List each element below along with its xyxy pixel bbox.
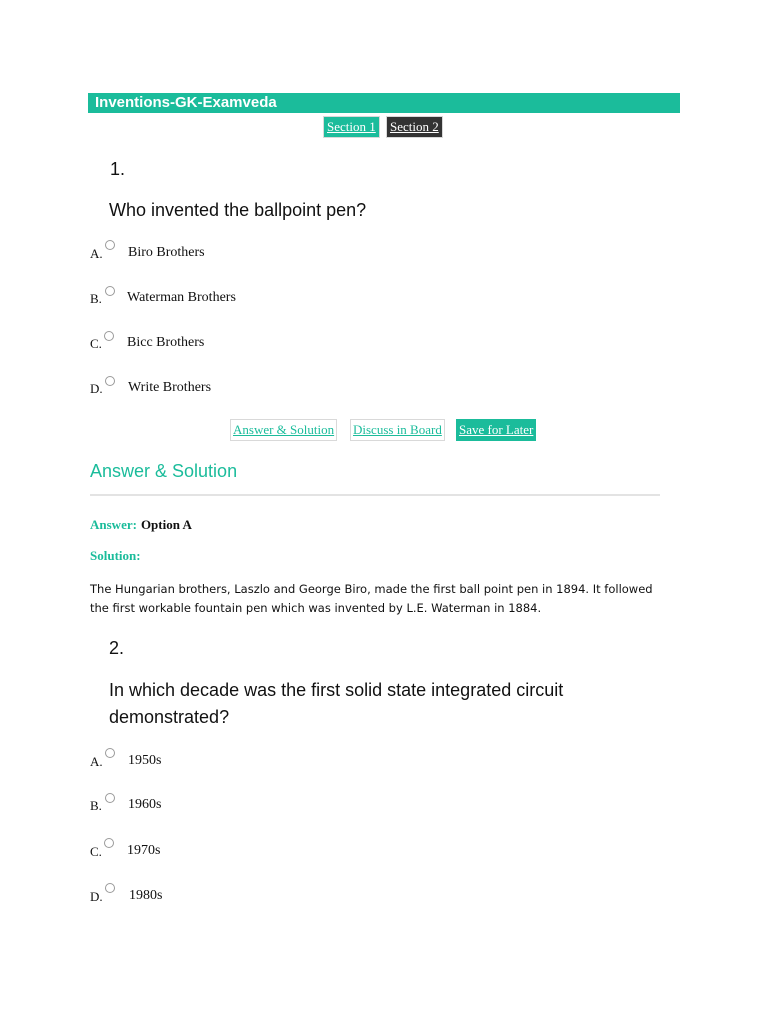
option-radio[interactable] — [105, 793, 115, 803]
answer-solution-button[interactable]: Answer & Solution — [230, 419, 337, 441]
save-for-later-button[interactable]: Save for Later — [456, 419, 536, 441]
option-text: Write Brothers — [128, 380, 212, 395]
discuss-board-button[interactable]: Discuss in Board — [350, 419, 445, 441]
page-title-bar — [88, 93, 680, 113]
option-text: 1980s — [129, 888, 163, 903]
option-letter: D. — [90, 889, 103, 904]
option-text: 1960s — [128, 797, 162, 812]
option-radio[interactable] — [105, 748, 115, 758]
question-text: Who invented the ballpoint pen? — [109, 200, 367, 220]
option-radio[interactable] — [105, 883, 115, 893]
answer-line — [90, 516, 192, 534]
page-title: Inventions-GK-Examveda — [95, 94, 277, 111]
tab-section-2[interactable]: Section 2 — [386, 116, 443, 138]
option-letter: B. — [90, 798, 102, 813]
divider — [90, 494, 660, 496]
option-letter: A. — [90, 754, 103, 769]
question-number: 2. — [109, 638, 125, 658]
option-radio[interactable] — [104, 331, 114, 341]
option-radio[interactable] — [105, 376, 115, 386]
option-text: Waterman Brothers — [127, 290, 236, 305]
option-letter: B. — [90, 291, 102, 306]
option-letter: C. — [90, 336, 102, 351]
option-text: 1950s — [128, 753, 162, 768]
option-letter: C. — [90, 844, 102, 859]
tab-section-1[interactable]: Section 1 — [323, 116, 380, 138]
answer-label: Answer: — [90, 517, 137, 532]
question-number: 1. — [110, 159, 126, 179]
solution-text: The Hungarian brothers, Laszlo and George Biro, made the first ball point pen in 1894. It followed the first workable fountain pen which was invented by L.E. Waterman in 1884. — [90, 582, 653, 615]
solution-heading: Answer & Solution — [90, 461, 238, 481]
answer-value: Option A — [140, 517, 192, 532]
solution-label: Solution: — [90, 548, 141, 563]
option-letter: D. — [90, 381, 103, 396]
option-radio[interactable] — [104, 838, 114, 848]
option-letter: A. — [90, 246, 103, 261]
option-text: Biro Brothers — [128, 245, 205, 260]
option-radio[interactable] — [105, 286, 115, 296]
option-text: 1970s — [127, 843, 161, 858]
option-text: Bicc Brothers — [127, 335, 205, 350]
question-text: In which decade was the first solid state integrated circuit demonstrated? — [109, 680, 564, 727]
option-radio[interactable] — [105, 240, 115, 250]
